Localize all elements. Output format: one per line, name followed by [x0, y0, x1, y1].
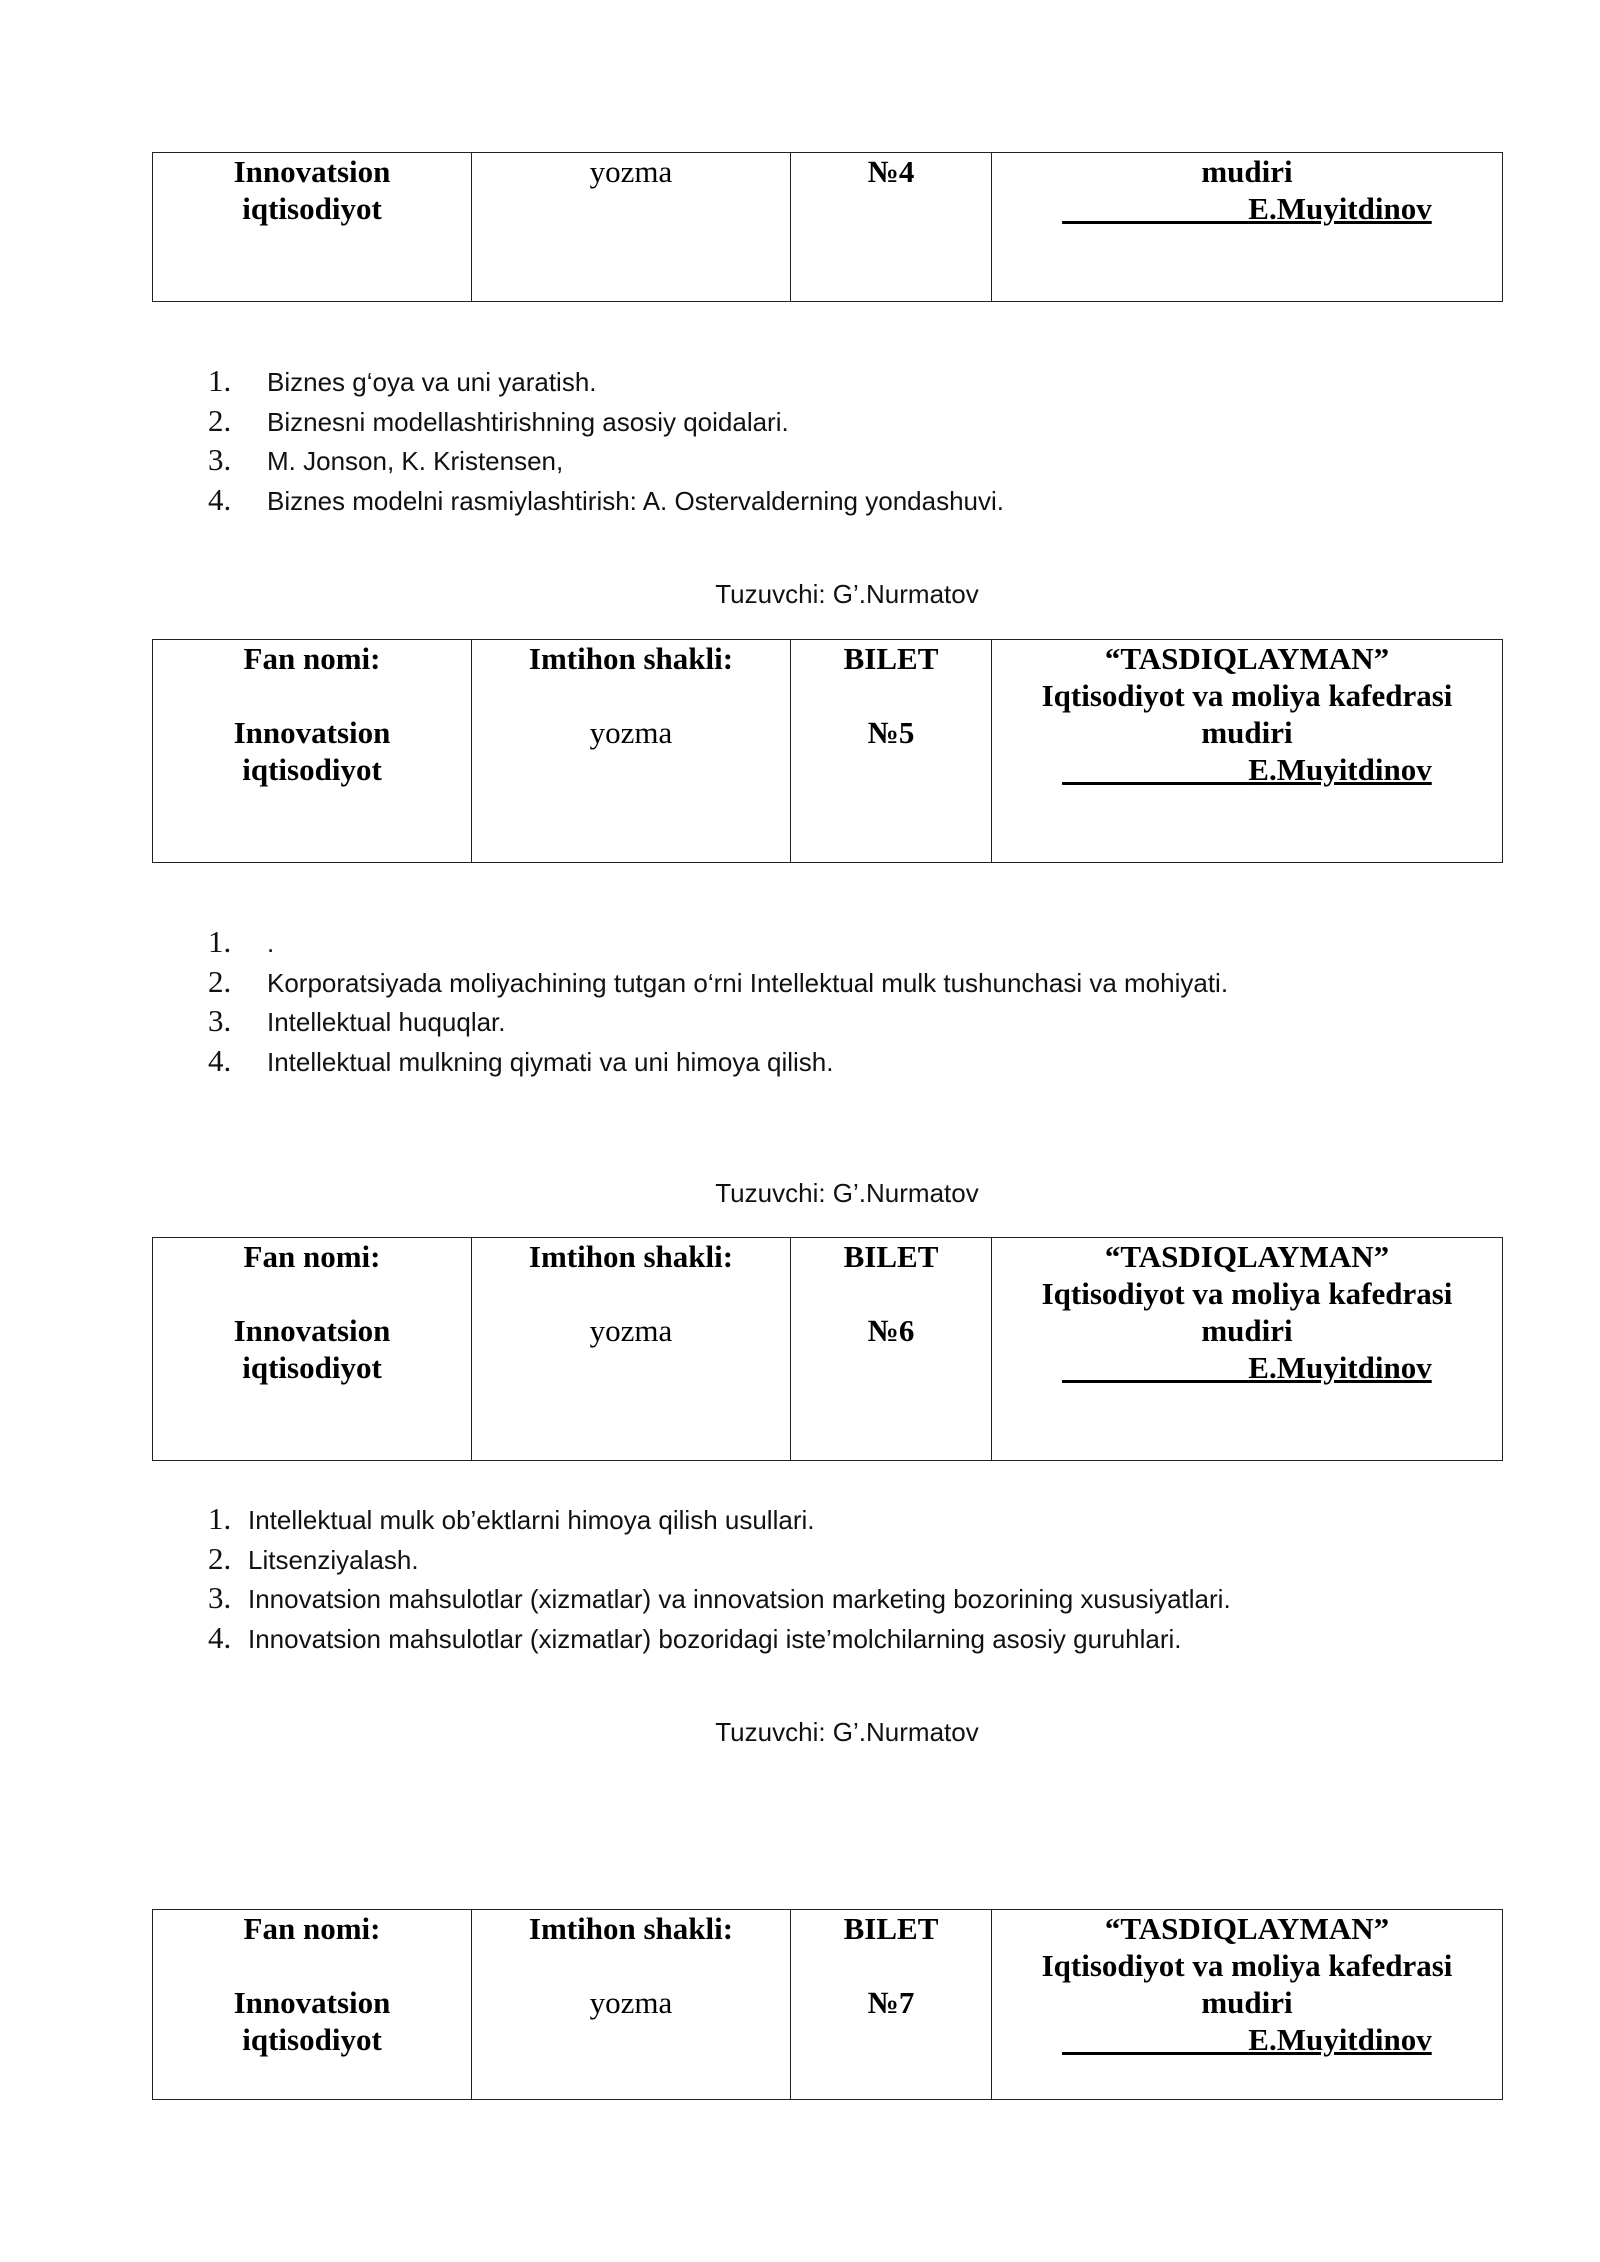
- ticket-label: BILET: [843, 1911, 939, 1946]
- signature-line: [998, 751, 1496, 788]
- question-text: Intellektual mulk ob’ektlarni himoya qilish usullari.: [248, 1505, 815, 1535]
- question-number: 1.: [208, 924, 232, 959]
- signature-name: E.Muyitdinov: [1248, 1350, 1432, 1385]
- ticket-number: №6: [867, 1313, 915, 1348]
- ticket-number-cell: [791, 1910, 992, 2100]
- ticket-6-header-table: [152, 1237, 1503, 1461]
- approval-title: “TASDIQLAYMAN”: [1104, 1911, 1390, 1946]
- ticket-6-questions: [208, 1499, 1231, 1657]
- question-number: 2.: [208, 1540, 232, 1576]
- subject-value-line2: iqtisodiyot: [242, 752, 382, 787]
- question-text: Biznesni modellashtirishning asosiy qoidalari.: [267, 406, 789, 437]
- question-number: 2.: [208, 963, 232, 999]
- question-text: Biznes g‘oya va uni yaratish.: [267, 367, 597, 397]
- question-text: Intellektual mulkning qiymati va uni himoya qilish.: [267, 1046, 834, 1077]
- question-number: 4.: [208, 1619, 232, 1655]
- question-number: 2.: [208, 402, 232, 438]
- ticket-number: №4: [867, 154, 915, 189]
- question-number: 3.: [208, 1003, 232, 1038]
- signature-name: E.Muyitdinov: [1248, 752, 1432, 787]
- exam-form-cell: [472, 1238, 791, 1461]
- subject-cell: [153, 153, 472, 302]
- signature-name: E.Muyitdinov: [1248, 191, 1432, 226]
- subject-value-line2: iqtisodiyot: [242, 1350, 382, 1385]
- ticket-number: №7: [867, 1985, 915, 2020]
- subject-value-line1: Innovatsion: [233, 154, 391, 189]
- subject-label: Fan nomi:: [243, 641, 381, 676]
- subject-value-line2: iqtisodiyot: [242, 2022, 382, 2057]
- ticket-5-questions: [208, 922, 1228, 1080]
- question-text: Innovatsion mahsulotlar (xizmatlar) va innovatsion marketing bozorining xususiyatlari.: [248, 1584, 1231, 1614]
- subject-value-line2: iqtisodiyot: [242, 191, 382, 226]
- exam-form-cell: [472, 1910, 791, 2100]
- approval-cell: [992, 1910, 1503, 2100]
- list-item: [208, 1539, 1231, 1579]
- question-text: Biznes modelni rasmiylashtirish: A. Ostervalderning yondashuvi.: [267, 485, 1005, 516]
- question-text: .: [267, 928, 275, 958]
- ticket-label: BILET: [843, 1239, 939, 1274]
- ticket-number-cell: [791, 640, 992, 863]
- question-text: M. Jonson, K. Kristensen,: [267, 446, 564, 476]
- exam-form-cell: [472, 153, 791, 302]
- list-item: [208, 440, 1004, 480]
- subject-label: Fan nomi:: [243, 1911, 381, 1946]
- exam-form-value: yozma: [589, 1313, 673, 1348]
- list-item: [208, 361, 1004, 401]
- approval-title: “TASDIQLAYMAN”: [1104, 1239, 1390, 1274]
- question-number: 4.: [208, 1042, 232, 1078]
- question-number: 1.: [208, 363, 232, 398]
- compiler-line: Tuzuvchi: G’.Nurmatov: [715, 1717, 979, 1747]
- question-number: 3.: [208, 1580, 232, 1615]
- ticket-number-cell: [791, 153, 992, 302]
- exam-form-value: yozma: [589, 715, 673, 750]
- list-item: [208, 1001, 1228, 1041]
- signature-blank: ____________: [1062, 191, 1249, 226]
- exam-form-cell: [472, 640, 791, 863]
- signature-blank: ____________: [1062, 2022, 1249, 2057]
- list-item: [208, 1578, 1231, 1618]
- exam-form-label: Imtihon shakli:: [528, 641, 734, 676]
- signature-name: E.Muyitdinov: [1248, 2022, 1432, 2057]
- approval-department: Iqtisodiyot va moliya kafedrasi: [1041, 1948, 1453, 1983]
- question-number: 3.: [208, 442, 232, 477]
- subject-cell: [153, 640, 472, 863]
- question-text: Korporatsiyada moliyachining tutgan o‘rni Intellektual mulk tushunchasi va mohiyati.: [267, 967, 1229, 998]
- exam-form-value: yozma: [589, 154, 673, 189]
- ticket-7-header-table: [152, 1909, 1503, 2100]
- signature-blank: ____________: [1062, 752, 1249, 787]
- question-number: 1.: [208, 1501, 232, 1536]
- question-number: 4.: [208, 481, 232, 517]
- exam-form-label: Imtihon shakli:: [528, 1239, 734, 1274]
- subject-value-line1: Innovatsion: [233, 715, 391, 750]
- ticket-label: BILET: [843, 641, 939, 676]
- ticket-number: №5: [867, 715, 915, 750]
- list-item: [208, 922, 1228, 962]
- approval-cell: [992, 153, 1503, 302]
- signature-blank: ____________: [1062, 1350, 1249, 1385]
- exam-form-label: Imtihon shakli:: [528, 1911, 734, 1946]
- subject-label: Fan nomi:: [243, 1239, 381, 1274]
- approval-cell: [992, 640, 1503, 863]
- ticket-number-cell: [791, 1238, 992, 1461]
- exam-form-value: yozma: [589, 1985, 673, 2020]
- approval-role: mudiri: [1201, 154, 1293, 189]
- list-item: [208, 1499, 1231, 1539]
- subject-value-line1: Innovatsion: [233, 1313, 391, 1348]
- ticket-4-header-table: [152, 152, 1503, 302]
- list-item: [208, 480, 1004, 520]
- ticket-5-header-table: [152, 639, 1503, 863]
- approval-role: mudiri: [1201, 1313, 1293, 1348]
- question-text: Intellektual huquqlar.: [267, 1007, 506, 1037]
- compiler-line: Tuzuvchi: G’.Nurmatov: [715, 1178, 979, 1208]
- subject-value-line1: Innovatsion: [233, 1985, 391, 2020]
- list-item: [208, 962, 1228, 1002]
- list-item: [208, 1618, 1231, 1658]
- question-text: Litsenziyalash.: [248, 1544, 419, 1575]
- approval-title: “TASDIQLAYMAN”: [1104, 641, 1390, 676]
- question-text: Innovatsion mahsulotlar (xizmatlar) bozoridagi iste’molchilarning asosiy guruhlari.: [248, 1623, 1182, 1654]
- signature-line: [998, 1349, 1496, 1386]
- subject-cell: [153, 1910, 472, 2100]
- signature-line: [998, 2021, 1496, 2058]
- ticket-4-questions: [208, 361, 1004, 519]
- signature-line: [998, 190, 1496, 227]
- compiler-line: Tuzuvchi: G’.Nurmatov: [715, 579, 979, 609]
- list-item: [208, 1041, 1228, 1081]
- approval-department: Iqtisodiyot va moliya kafedrasi: [1041, 678, 1453, 713]
- subject-cell: [153, 1238, 472, 1461]
- approval-role: mudiri: [1201, 1985, 1293, 2020]
- list-item: [208, 401, 1004, 441]
- approval-cell: [992, 1238, 1503, 1461]
- approval-department: Iqtisodiyot va moliya kafedrasi: [1041, 1276, 1453, 1311]
- approval-role: mudiri: [1201, 715, 1293, 750]
